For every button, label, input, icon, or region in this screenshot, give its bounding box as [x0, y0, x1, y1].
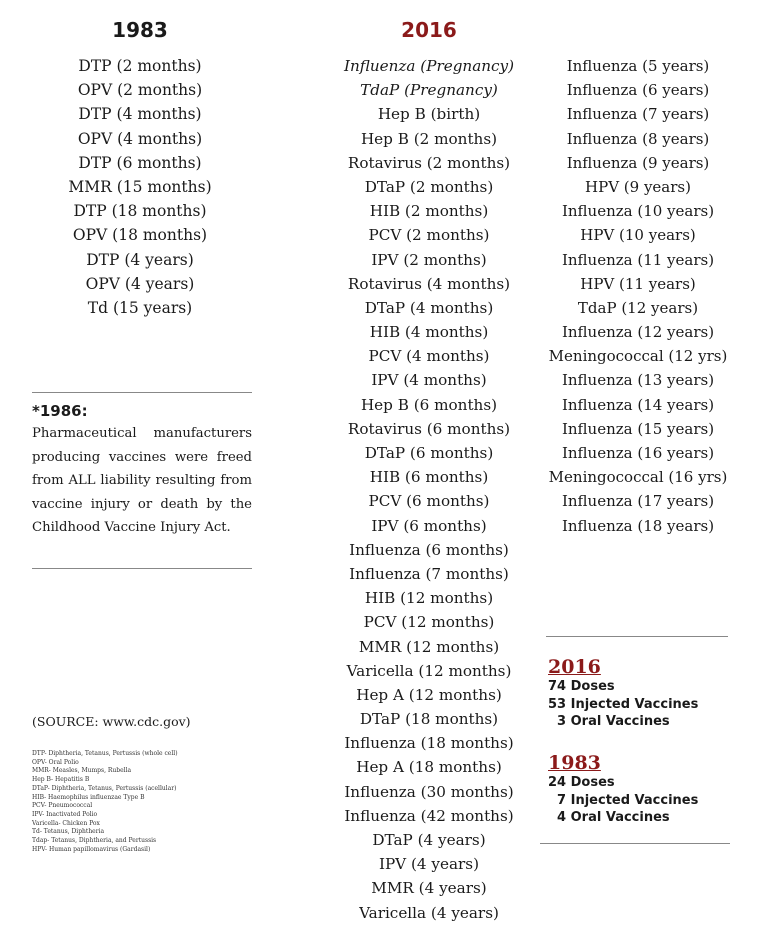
- vaccine-item: Influenza (12 years): [561, 323, 715, 342]
- abbreviation-item: Varicella- Chicken Pox: [32, 819, 100, 827]
- vaccine-item: MMR (4 years): [371, 879, 487, 898]
- vaccine-item: MMR (12 months): [358, 637, 500, 656]
- summary-line: 7 Injected Vaccines: [548, 792, 699, 808]
- summary-line: 3 Oral Vaccines: [548, 714, 670, 729]
- vaccine-item: DTaP (18 months): [359, 710, 499, 729]
- vaccine-item: Influenza (42 months): [344, 806, 514, 825]
- vaccine-item: Influenza (16 years): [561, 444, 715, 462]
- vaccine-item: Influenza (9 years): [566, 153, 710, 172]
- summary-1983: [548, 752, 698, 827]
- schedule-list-1983: [40, 54, 240, 320]
- vaccine-item: PCV (4 months): [368, 347, 490, 366]
- vaccine-item: PCV (6 months): [368, 492, 490, 511]
- abbreviation-item: OPV- Oral Polio: [32, 758, 79, 766]
- vaccine-item: Influenza (8 years): [566, 129, 710, 148]
- note-heading: *1986:: [32, 402, 88, 420]
- abbreviation-item: HPV- Human papillomavirus (Gardasil): [32, 845, 151, 853]
- vaccine-item: DTP (2 months): [78, 57, 202, 75]
- year-heading-2016: 2016: [401, 18, 457, 42]
- vaccine-item: Influenza (Pregnancy): [343, 57, 515, 75]
- vaccine-item: IPV (4 months): [371, 371, 487, 390]
- vaccine-item: Rotavirus (4 months): [347, 274, 511, 293]
- abbreviation-item: DTP- Diphtheria, Tetanus, Pertussis (whole cell): [32, 750, 178, 757]
- vaccine-item: Influenza (11 years): [561, 250, 715, 269]
- vaccine-item: Rotavirus (2 months): [347, 153, 511, 172]
- vaccine-item: DTP (4 years): [86, 250, 194, 269]
- vaccine-item: Hep A (12 months): [356, 685, 502, 704]
- vaccine-item: Hep B (6 months): [360, 395, 498, 414]
- vaccine-item: Influenza (7 years): [566, 105, 710, 124]
- vaccine-item: TdaP (Pregnancy): [360, 81, 498, 100]
- vaccine-item: IPV (6 months): [371, 516, 487, 535]
- column-2016: [318, 16, 540, 925]
- summary-line: 53 Injected Vaccines: [548, 696, 699, 712]
- abbreviation-item: IPV- Inactivated Polio: [32, 810, 98, 818]
- abbreviation-item: MMR- Measles, Mumps, Rubella: [32, 767, 132, 775]
- liability-note: [32, 400, 252, 540]
- summary-line: 74 Doses: [548, 679, 615, 694]
- note-body: Pharmaceutical manufacturers producing vaccines were freed from ALL liability resulting from vaccine injury or death by the Childhood Vaccine Injury Act.: [32, 426, 252, 535]
- column-2016-continued: [540, 54, 736, 538]
- vaccine-item: Td (15 years): [87, 298, 193, 317]
- vaccine-item: DTP (4 months): [78, 105, 202, 124]
- vaccine-item: Influenza (5 years): [566, 57, 710, 75]
- vaccine-item: Varicella (12 months): [346, 661, 512, 680]
- vaccine-item: Influenza (6 years): [566, 81, 710, 100]
- summary-line: 4 Oral Vaccines: [548, 810, 670, 825]
- vaccine-item: Hep A (18 months): [356, 758, 502, 777]
- summary-year-2016: 2016: [548, 656, 601, 678]
- vaccine-item: TdaP (12 years): [577, 298, 699, 317]
- year-heading-1983: 1983: [112, 18, 168, 42]
- vaccine-item: Varicella (4 years): [359, 903, 499, 922]
- vaccine-item: Influenza (17 years): [561, 492, 715, 511]
- vaccine-item: Influenza (7 months): [349, 564, 509, 583]
- vaccine-item: DTaP (4 years): [372, 831, 486, 849]
- source-line: (SOURCE: www.cdc.gov): [32, 714, 191, 729]
- divider: [540, 843, 730, 844]
- vaccine-item: HPV (9 years): [585, 177, 691, 196]
- vaccine-item: Hep B (2 months): [360, 129, 498, 148]
- vaccine-item: PCV (12 months): [363, 613, 495, 632]
- column-1983: [40, 16, 240, 320]
- vaccine-item: Influenza (10 years): [561, 202, 715, 221]
- schedule-list-2016: [318, 54, 540, 925]
- vaccine-item: Meningococcal (12 yrs): [548, 347, 728, 366]
- vaccine-item: HPV (10 years): [580, 226, 696, 245]
- vaccine-item: HIB (2 months): [369, 202, 489, 221]
- vaccine-item: Hep B (birth): [377, 105, 481, 124]
- summary-line: 24 Doses: [548, 775, 615, 790]
- vaccine-item: PCV (2 months): [368, 226, 490, 245]
- summary-list-2016: [548, 678, 698, 731]
- vaccine-item: DTaP (6 months): [364, 444, 494, 462]
- vaccine-item: Influenza (15 years): [561, 419, 715, 438]
- vaccine-item: DTP (6 months): [78, 153, 202, 172]
- vaccine-item: HIB (4 months): [369, 323, 489, 342]
- divider: [32, 392, 252, 393]
- abbreviation-key: [32, 750, 247, 854]
- vaccine-item: DTP (18 months): [73, 202, 207, 221]
- vaccine-item: HPV (11 years): [580, 274, 696, 293]
- divider: [546, 636, 728, 637]
- summary-year-1983: 1983: [548, 752, 601, 774]
- vaccine-item: OPV (2 months): [77, 81, 203, 100]
- vaccine-item: DTaP (2 months): [364, 177, 494, 196]
- abbreviation-item: HIB- Haemophilus influenzae Type B: [32, 793, 145, 801]
- vaccine-item: HIB (12 months): [364, 589, 494, 608]
- vaccine-item: OPV (18 months): [72, 226, 208, 245]
- abbreviation-item: Td- Tetanus, Diphtheria: [32, 828, 105, 836]
- vaccine-item: Influenza (14 years): [561, 395, 715, 414]
- divider: [32, 568, 252, 569]
- vaccine-item: Rotavirus (6 months): [347, 419, 511, 438]
- vaccine-item: Meningococcal (16 yrs): [548, 468, 728, 487]
- vaccine-item: Influenza (18 months): [344, 734, 514, 753]
- vaccine-item: IPV (2 months): [371, 250, 487, 269]
- vaccine-item: Influenza (6 months): [349, 540, 509, 559]
- vaccine-item: OPV (4 months): [77, 129, 203, 148]
- vaccine-item: Influenza (30 months): [344, 782, 514, 801]
- summary-2016: [548, 656, 698, 731]
- summary-list-1983: [548, 774, 698, 827]
- vaccine-item: MMR (15 months): [68, 177, 212, 196]
- abbreviation-item: PCV- Pneumococcal: [32, 802, 93, 810]
- vaccine-item: IPV (4 years): [378, 855, 480, 874]
- vaccine-item: HIB (6 months): [369, 468, 489, 487]
- vaccine-item: Influenza (13 years): [561, 371, 715, 390]
- abbreviation-item: DTaP- Diphtheria, Tetanus, Pertussis (acellular): [32, 784, 177, 792]
- vaccine-item: Influenza (18 years): [561, 516, 715, 535]
- schedule-list-2016-continued: [540, 54, 736, 538]
- vaccine-item: OPV (4 years): [85, 274, 195, 293]
- abbreviation-item: Tdap- Tetanus, Diphtheria, and Pertussis: [32, 837, 157, 845]
- abbreviation-item: Hep B- Hepatitis B: [32, 776, 90, 784]
- vaccine-item: DTaP (4 months): [364, 298, 494, 317]
